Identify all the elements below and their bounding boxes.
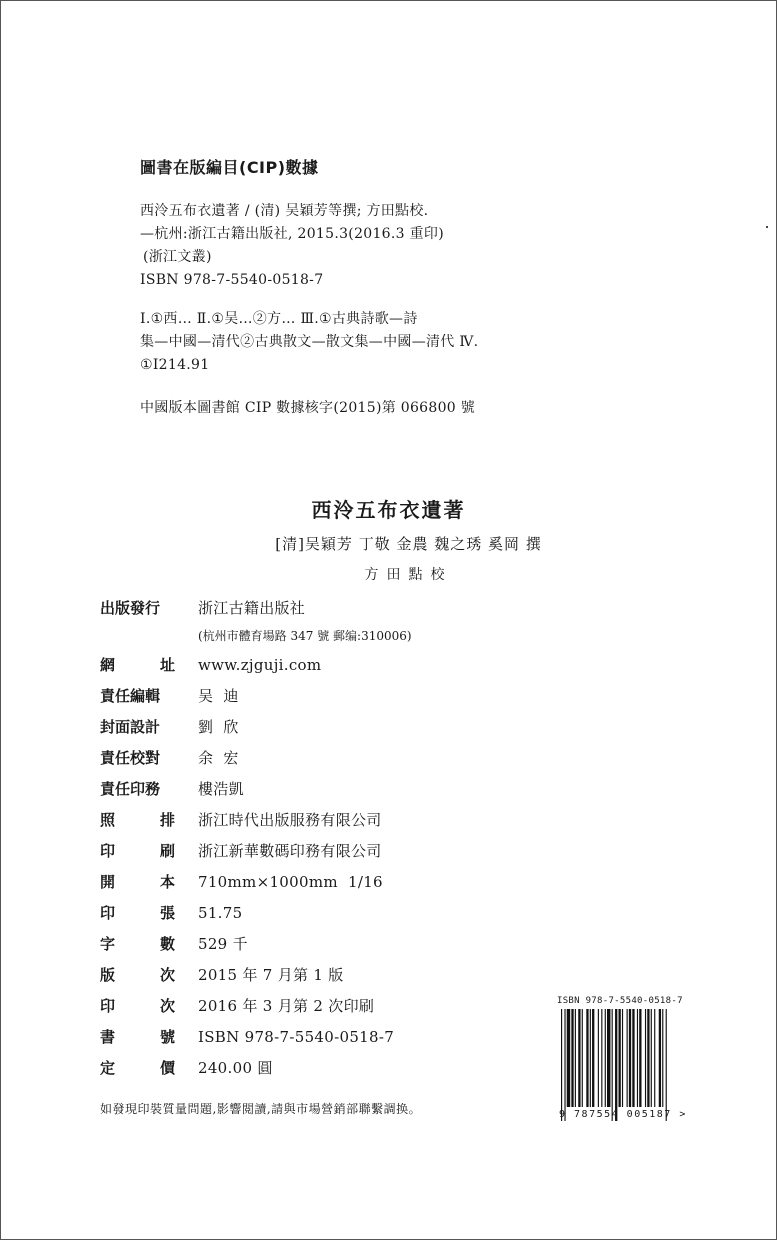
sheets-label: 印 張 (100, 904, 175, 922)
colophon-row-publisher (100, 592, 560, 623)
colophon-row-isbn (100, 1021, 560, 1052)
cip-publisher-line: —杭州:浙江古籍出版社, 2015.3(2016.3 重印) (140, 226, 444, 242)
printer-label: 印 刷 (100, 842, 175, 860)
format-label: 開 本 (100, 873, 175, 891)
colophon-row-proof (100, 742, 560, 773)
book-editor: 方田點校 (364, 567, 453, 583)
words-label: 字 數 (100, 935, 175, 953)
cip-heading: 圖書在版編目(CIP)數據 (140, 158, 319, 177)
print-duty-value: 樓浩凱 (198, 780, 244, 798)
cip-isbn-line: ISBN 978-7-5540-0518-7 (140, 272, 324, 288)
barcode-isbn-text: ISBN 978-7-5540-0518-7 (557, 996, 683, 1006)
colophon-row-format (100, 866, 560, 897)
publisher-value: 浙江古籍出版社 (198, 599, 306, 617)
publisher-address: (杭州市體育場路 347 號 郵编:310006) (198, 629, 412, 643)
colophon-row-print-duty (100, 773, 560, 804)
edition-value: 2015 年 7 月第 1 版 (198, 966, 344, 984)
colophon-row-price (100, 1052, 560, 1083)
cover-label: 封面設計 (100, 718, 161, 736)
colophon-row-typeset (100, 804, 560, 835)
isbn-barcode (557, 996, 727, 1120)
typeset-label: 照 排 (100, 811, 175, 829)
cover-value: 劉 欣 (198, 718, 239, 736)
proof-value: 余 宏 (198, 749, 239, 767)
website-label: 網 址 (100, 656, 175, 674)
colophon-row-sheets (100, 897, 560, 928)
barcode-digits: 9 787554 005187 > (559, 1109, 687, 1120)
colophon-info (100, 592, 560, 1083)
words-value: 529 千 (198, 935, 248, 953)
editor-label: 責任編輯 (100, 687, 161, 705)
typeset-value: 浙江時代出版服務有限公司 (198, 811, 382, 829)
colophon-row-website (100, 649, 560, 680)
colophon-row-words (100, 928, 560, 959)
format-value: 710mm×1000mm 1/16 (198, 872, 383, 891)
cip-series-line: (浙江文叢) (143, 249, 212, 265)
cip-title-line: 西泠五布衣遺著 / (清) 吴穎芳等撰; 方田點校. (140, 203, 429, 219)
colophon-row-edition (100, 959, 560, 990)
printer-value: 浙江新華數碼印務有限公司 (198, 842, 382, 860)
cip-subject-line-1: Ⅰ.①西… Ⅱ.①吴…②方… Ⅲ.①古典詩歌—詩 (140, 311, 418, 327)
printing-value: 2016 年 3 月第 2 次印刷 (198, 997, 375, 1015)
editor-value: 吴 迪 (198, 687, 239, 705)
website-value: www.zjguji.com (198, 655, 322, 674)
isbn-value: ISBN 978-7-5540-0518-7 (198, 1027, 395, 1046)
sheets-value: 51.75 (198, 903, 243, 922)
book-title: 西泠五布衣遺著 (311, 498, 466, 522)
edition-label: 版 次 (100, 966, 175, 984)
publisher-label: 出版發行 (100, 599, 161, 617)
scan-mark (766, 226, 768, 228)
proof-label: 責任校對 (100, 749, 161, 767)
cip-subject-line-3: ①I214.91 (140, 357, 210, 373)
printing-label: 印 次 (100, 997, 175, 1015)
quality-notice: 如發現印裝質量問題,影響閲讀,請與市場營銷部聯繫調换。 (100, 1102, 422, 1116)
isbn-label: 書 號 (100, 1028, 175, 1046)
barcode-icon (557, 1009, 717, 1123)
book-authors: [清]吴穎芳 丁敬 金農 魏之琇 奚岡 撰 (275, 535, 542, 553)
colophon-row-printing (100, 990, 560, 1021)
colophon-row-cover (100, 711, 560, 742)
cip-record-number: 中國版本圖書館 CIP 數據核字(2015)第 066800 號 (140, 400, 476, 416)
cip-subject-line-2: 集—中國—清代②古典散文—散文集—中國—清代 Ⅳ. (140, 334, 479, 350)
cip-block (140, 155, 580, 420)
colophon-row-editor (100, 680, 560, 711)
print-duty-label: 責任印務 (100, 780, 161, 798)
price-value: 240.00 圓 (198, 1059, 273, 1077)
price-label: 定 價 (100, 1059, 175, 1077)
colophon-row-printer (100, 835, 560, 866)
